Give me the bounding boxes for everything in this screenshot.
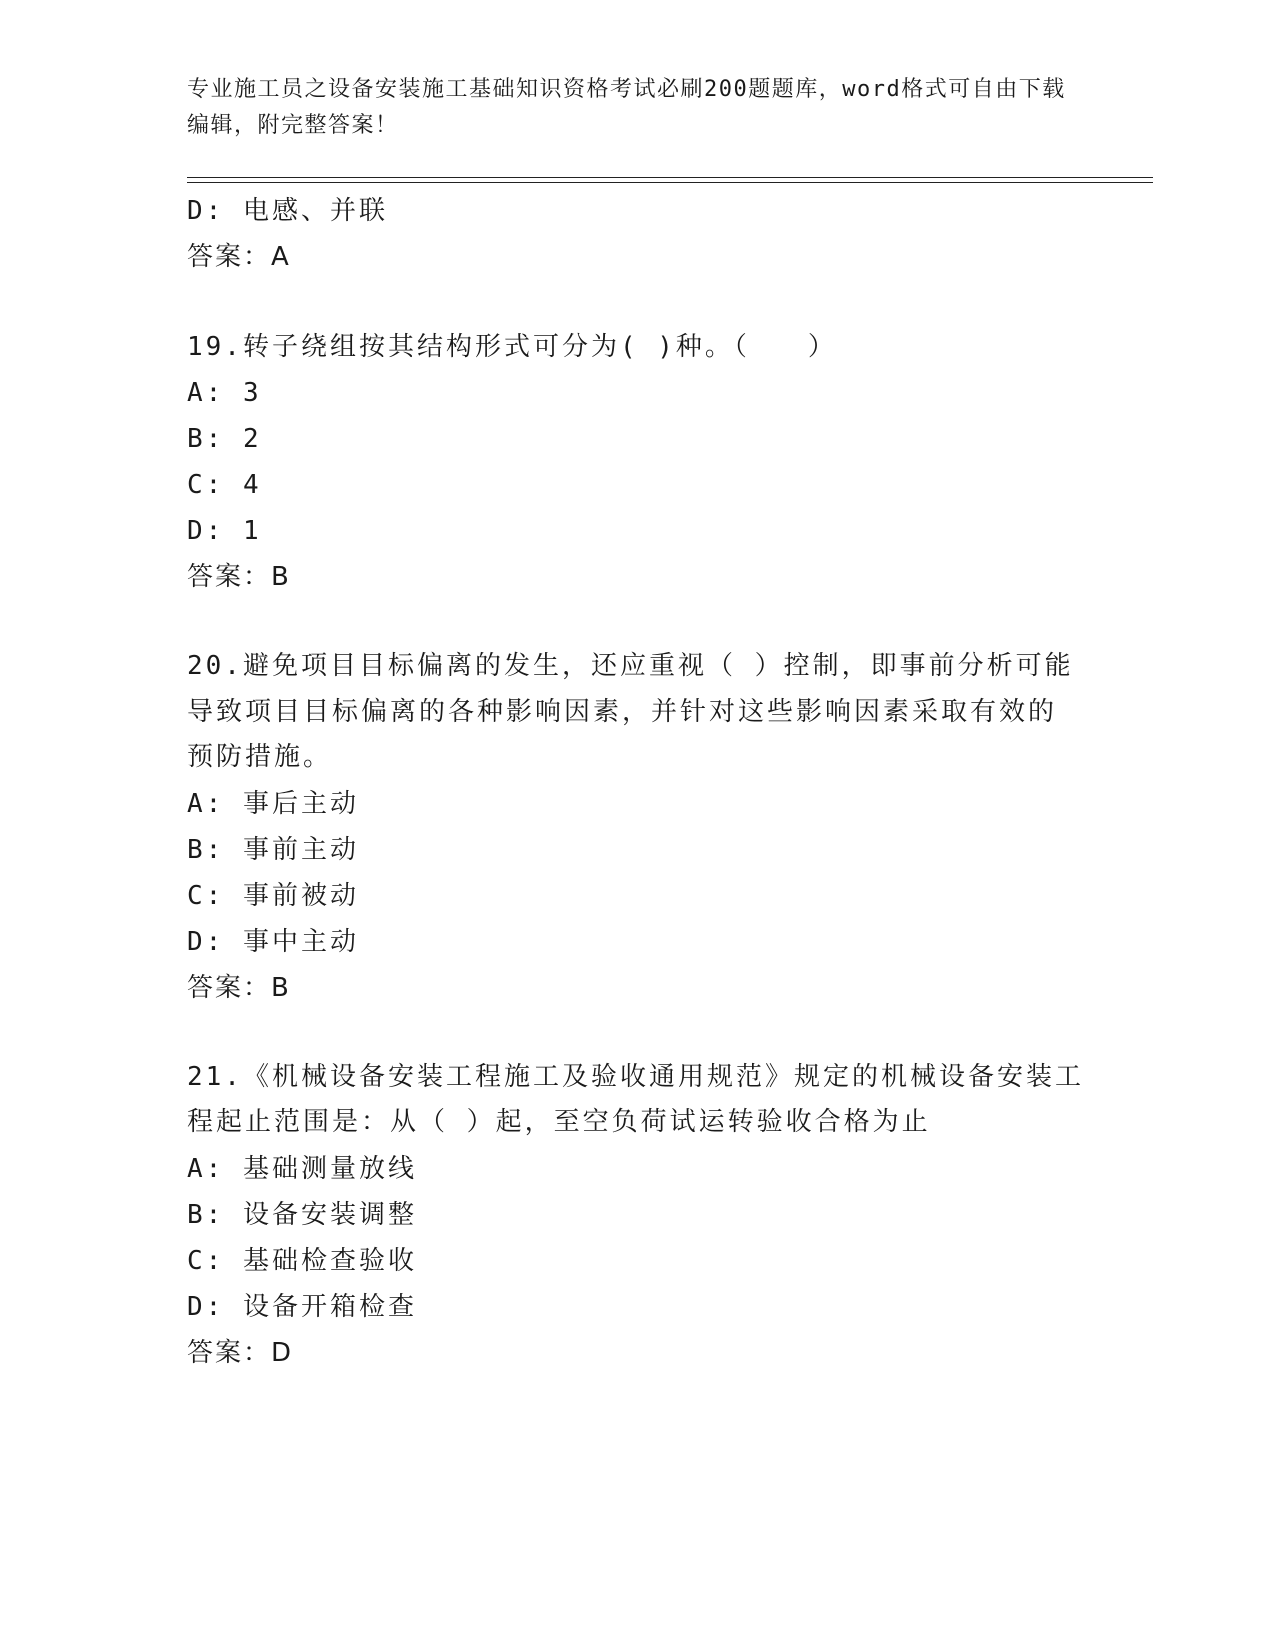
option-b: B: 设备安装调整 bbox=[187, 1199, 417, 1230]
question-list bbox=[187, 188, 1087, 1376]
answer: 答案：B bbox=[187, 972, 291, 1003]
option-d: D: 设备开箱检查 bbox=[187, 1291, 417, 1322]
question-20 bbox=[187, 644, 1087, 1011]
option-b: B: 事前主动 bbox=[187, 834, 359, 865]
option-a: A: 基础测量放线 bbox=[187, 1153, 417, 1184]
option-d: D: 1 bbox=[187, 516, 262, 546]
header-rule-bottom bbox=[187, 182, 1153, 183]
question-19 bbox=[187, 324, 1087, 600]
option-c: C: 事前被动 bbox=[187, 880, 359, 911]
header-rule-top bbox=[187, 177, 1153, 178]
answer: 答案：A bbox=[187, 242, 291, 272]
document-header: 专业施工员之设备安装施工基础知识资格考试必刷200题题库，word格式可自由下载编辑，附完整答案！ bbox=[187, 77, 1066, 138]
question-text: 19.转子绕组按其结构形式可分为( )种。（ ） bbox=[187, 332, 837, 362]
question-21 bbox=[187, 1055, 1087, 1376]
question-text-line-2: 导致项目目标偏离的各种影响因素，并针对这些影响因素采取有效的 bbox=[187, 696, 1058, 727]
question-text-line-3: 预防措施。 bbox=[187, 742, 333, 772]
option-d: D: 电感、并联 bbox=[187, 196, 388, 226]
question-text-line-2: 程起止范围是：从（ ）起，至空负荷试运转验收合格为止 bbox=[187, 1107, 931, 1137]
question-text-line-1: 20.避免项目目标偏离的发生，还应重视（ ）控制，即事前分析可能 bbox=[187, 651, 1074, 681]
previous-question-tail bbox=[187, 188, 1087, 280]
option-c: C: 基础检查验收 bbox=[187, 1245, 417, 1276]
option-c: C: 4 bbox=[187, 470, 262, 500]
option-a: A: 事后主动 bbox=[187, 788, 359, 819]
answer: 答案：B bbox=[187, 562, 291, 592]
question-text-line-1: 21.《机械设备安装工程施工及验收通用规范》规定的机械设备安装工 bbox=[187, 1061, 1084, 1092]
answer: 答案：D bbox=[187, 1337, 294, 1368]
option-d: D: 事中主动 bbox=[187, 926, 359, 957]
option-a: A: 3 bbox=[187, 378, 262, 408]
option-b: B: 2 bbox=[187, 424, 262, 454]
